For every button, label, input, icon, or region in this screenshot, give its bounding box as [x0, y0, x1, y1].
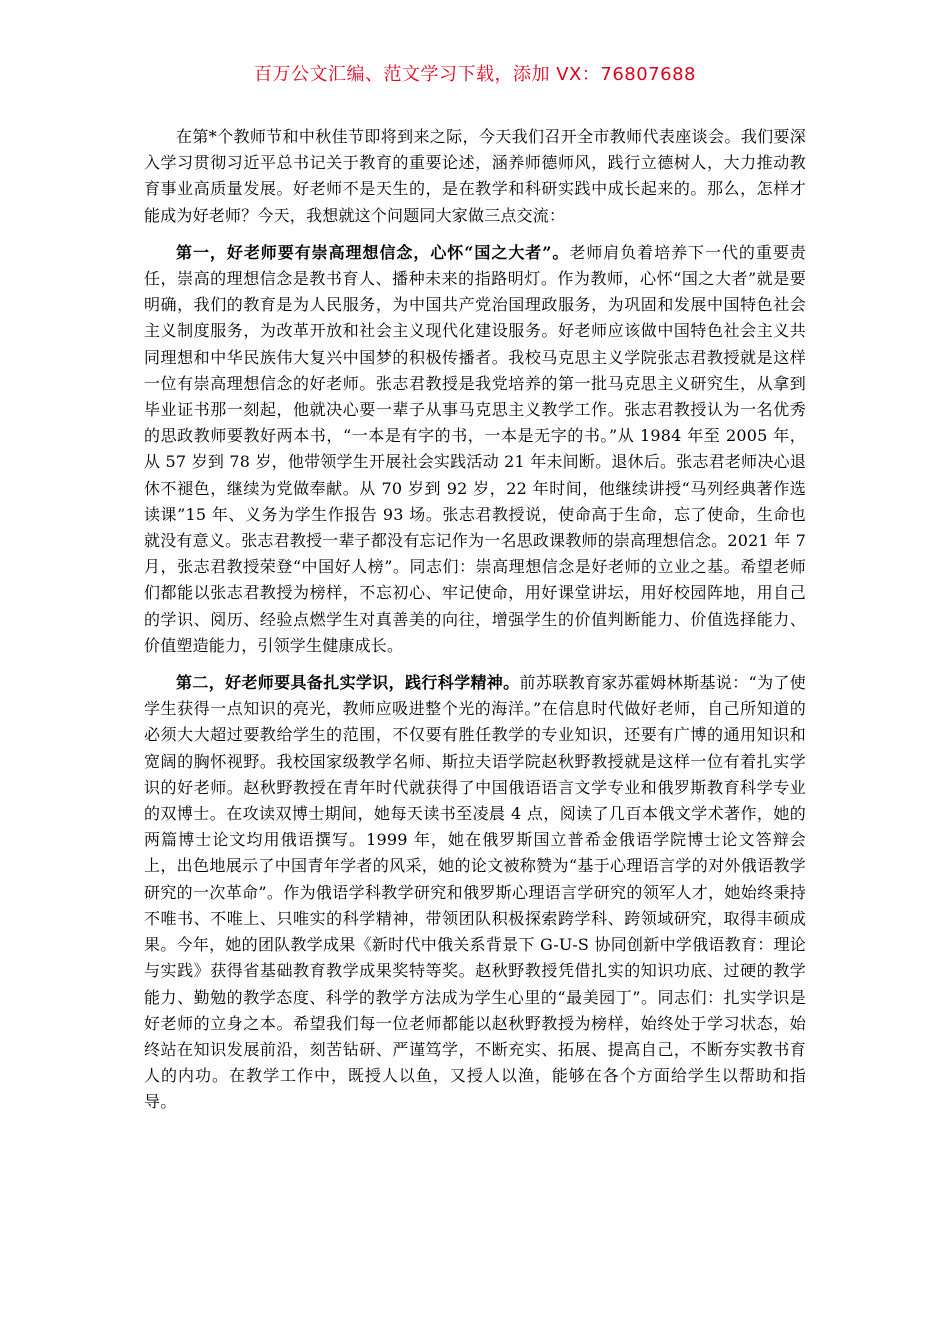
paragraph-point-two — [144, 670, 806, 1115]
document-body — [144, 124, 806, 1127]
paragraph-body: 前苏联教育家苏霍姆林斯基说：“为了使学生获得一点知识的亮光，教师应吸进整个光的海洋。”在信息时代做好老师，自己所知道的必须大大超过要教给学生的范围，不仅要有胜任教学的专业知识，还要有广博的通用知识和宽阔的胸怀视野。我校国家级教学名师、斯拉夫语学院赵秋野教授就是这样一位有着扎实学识的好老师。赵秋野教授在青年时代就获得了中国俄语语言文学专业和俄罗斯教育科学专业的双博士。在攻读双博士期间，她每天读书至凌晨 4 点，阅读了几百本俄文学术著作，她的两篇博士论文均用俄语撰写。1999 年，她在俄罗斯国立普希金俄语学院博士论文答辩会上，出色地展示了中国青年学者的风采，她的论文被称赞为“基于心理语言学的对外俄语教学研究的一次革命”。作为俄语学科教学研究和俄罗斯心理语言学研究的领军人才，她始终秉持不唯书、不唯上、只唯实的科学精神，带领团队积极探索跨学科、跨领域研究，取得丰硕成果。今年，她的团队教学成果《新时代中俄关系背景下 G-U-S 协同创新中学俄语教育：理论与实践》获得省基础教育教学成果奖特等奖。赵秋野教授凭借扎实的知识功底、过硬的教学能力、勤勉的教学态度、科学的教学方法成为学生心里的“最美园丁”。同志们：扎实学识是好老师的立身之本。希望我们每一位老师都能以赵秋野教授为榜样，始终处于学习状态，始终站在知识发展前沿，刻苦钻研、严谨笃学，不断充实、拓展、提高自己，不断夯实教书育人的内功。在教学工作中，既授人以鱼，又授人以渔，能够在各个方面给学生以帮助和指导。 — [144, 673, 807, 1112]
paragraph-body: 老师肩负着培养下一代的重要责任，崇高的理想信念是教书育人、播种未来的指路明灯。作为教师，心怀“国之大者”就是要明确，我们的教育是为人民服务，为中国共产党治国理政服务，为巩固和发展中国特色社会主义制度服务，为改革开放和社会主义现代化建设服务。好老师应该做中国特色社会主义共同理想和中华民族伟大复兴中国梦的积极传播者。我校马克思主义学院张志君教授就是这样一位有崇高理想信念的好老师。张志君教授是我党培养的第一批马克思主义研究生，从拿到毕业证书那一刻起，他就决心要一辈子从事马克思主义教学工作。张志君教授认为一名优秀的思政教师要教好两本书，“一本是有字的书，一本是无字的书。”从 1984 年至 2005 年，从 57 岁到 78 岁，他带领学生开展社会实践活动 21 年未间断。退休后。张志君老师决心退休不褪色，继续为党做奉献。从 70 岁到 92 岁，22 年时间，他继续讲授“马列经典著作选读课”15 年、义务为学生作报告 93 场。张志君教授说，使命高于生命，忘了使命，生命也就没有意义。张志君教授一辈子都没有忘记作为一名思政课教师的崇高理想信念。2021 年 7 月，张志君教授荣登“中国好人榜”。同志们：崇高理想信念是好老师的立业之基。希望老师们都能以张志君教授为榜样，不忘初心、牢记使命，用好课堂讲坛，用好校园阵地，用自己的学识、阅历、经验点燃学生对真善美的向往，增强学生的价值判断能力、价值选择能力、价值塑造能力，引领学生健康成长。 — [144, 242, 806, 655]
header-banner: 百万公文汇编、范文学习下载，添加 VX：76807688 — [254, 64, 696, 85]
paragraph-point-one — [144, 240, 806, 659]
paragraph-intro — [144, 124, 806, 229]
paragraph-lead: 第一，好老师要有崇高理想信念，心怀“国之大者”。 — [176, 242, 570, 262]
paragraph-body: 在第*个教师节和中秋佳节即将到来之际，今天我们召开全市教师代表座谈会。我们要深入学习贯彻习近平总书记关于教育的重要论述，涵养师德师风，践行立德树人，大力推动教育事业高质量发展。好老师不是天生的，是在教学和科研实践中成长起来的。那么，怎样才能成为好老师？今天，我想就这个问题同大家做三点交流： — [144, 127, 806, 225]
paragraph-lead: 第二，好老师要具备扎实学识，践行科学精神。 — [176, 673, 520, 693]
